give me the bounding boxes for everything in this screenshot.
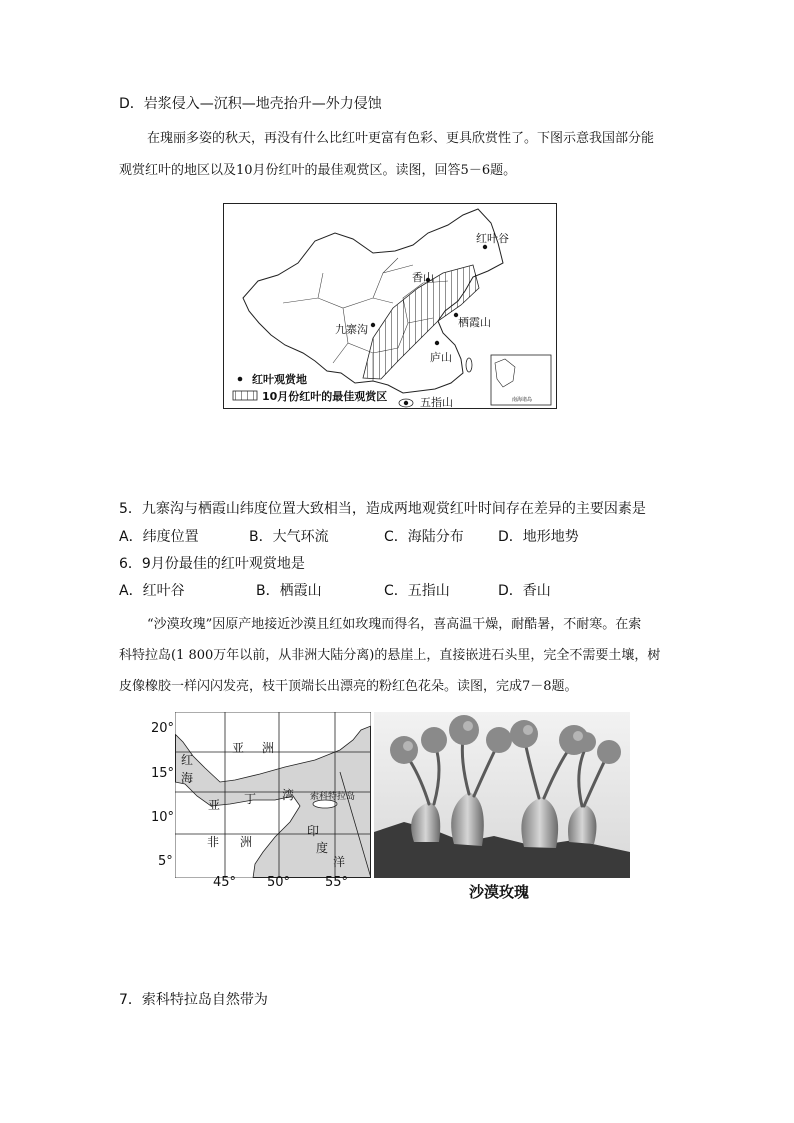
lat-20: 20°	[151, 721, 175, 736]
q7-stem: 7．索科特拉岛自然带为	[119, 992, 268, 1008]
lat-5: 5°	[158, 854, 173, 869]
label-hongyegu: 红叶谷	[476, 232, 509, 245]
lat-15: 15°	[151, 766, 175, 781]
q5-option-b: B．大气环流	[249, 529, 329, 545]
q6-option-d: D．香山	[498, 583, 551, 599]
label-socotra: 索科特拉岛	[310, 792, 356, 802]
label-red-1: 红	[181, 753, 194, 767]
label-lushan: 庐山	[430, 351, 452, 364]
desert-rose-photo	[374, 712, 630, 878]
label-gulf-1: 亚	[208, 798, 221, 812]
label-ocean-3: 洋	[333, 855, 346, 869]
intro2-line2: 科特拉岛(1 800万年以前，从非洲大陆分离)的悬崖上，直接嵌进石头里，完全不需要土壤，树	[119, 648, 661, 663]
q4-option-d: D．岩浆侵入—沉积—地壳抬升—外力侵蚀	[119, 96, 382, 112]
q5-stem: 5．九寨沟与栖霞山纬度位置大致相当，造成两地观赏红叶时间存在差异的主要因素是	[119, 501, 646, 517]
label-qixiashan: 栖霞山	[458, 316, 491, 329]
label-ocean-1: 印	[307, 824, 320, 838]
label-ocean-2: 度	[316, 841, 329, 855]
intro1-line2: 观赏红叶的地区以及10月份红叶的最佳观赏区。读图，回答5－6题。	[119, 163, 517, 178]
lon-55: 55°	[325, 875, 349, 890]
q5-option-a: A．纬度位置	[119, 529, 199, 545]
jiuzhaigou-dot	[371, 323, 375, 327]
legend-dot-label: 红叶观赏地	[252, 373, 307, 386]
lushan-dot	[435, 341, 439, 345]
q6-option-b: B．栖霞山	[256, 583, 322, 599]
wuzhishan-dot	[404, 401, 408, 405]
lon-50: 50°	[267, 875, 291, 890]
label-africa-1: 非	[207, 835, 220, 849]
photo-caption: 沙漠玫瑰	[469, 883, 530, 901]
label-xiangshan: 香山	[412, 271, 434, 284]
intro2-line3: 皮像橡胶一样闪闪发亮，枝干顶端长出漂亮的粉红色花朵。读图，完成7－8题。	[119, 679, 578, 694]
legend-hatch-label: 10月份红叶的最佳观赏区	[262, 390, 388, 403]
label-africa-2: 洲	[240, 835, 253, 849]
q6-option-c: C．五指山	[384, 583, 450, 599]
intro2-line1: “沙漠玫瑰”因原产地接近沙漠且红如玫瑰而得名，喜高温干燥，耐酷暑，不耐寒。在索	[147, 617, 642, 632]
label-gulf-3: 湾	[282, 788, 295, 802]
q5-option-c: C．海陆分布	[384, 529, 464, 545]
intro1-line1: 在瑰丽多姿的秋天，再没有什么比红叶更富有色彩、更具欣赏性了。下图示意我国部分能	[147, 131, 655, 146]
lat-10: 10°	[151, 810, 175, 825]
q6-stem: 6．9月份最佳的红叶观赏地是	[119, 556, 305, 572]
inset-label: 南海诸岛	[512, 397, 533, 403]
label-gulf-2: 丁	[244, 792, 257, 806]
label-asia-1: 亚	[232, 741, 245, 755]
q6-option-a: A．红叶谷	[119, 583, 185, 599]
label-asia-2: 洲	[262, 741, 275, 755]
label-wuzhishan: 五指山	[420, 396, 453, 409]
label-jiuzhaigou: 九寨沟	[335, 323, 368, 336]
q5-option-d: D．地形地势	[498, 529, 579, 545]
lon-45: 45°	[213, 875, 237, 890]
label-red-2: 海	[181, 771, 194, 785]
